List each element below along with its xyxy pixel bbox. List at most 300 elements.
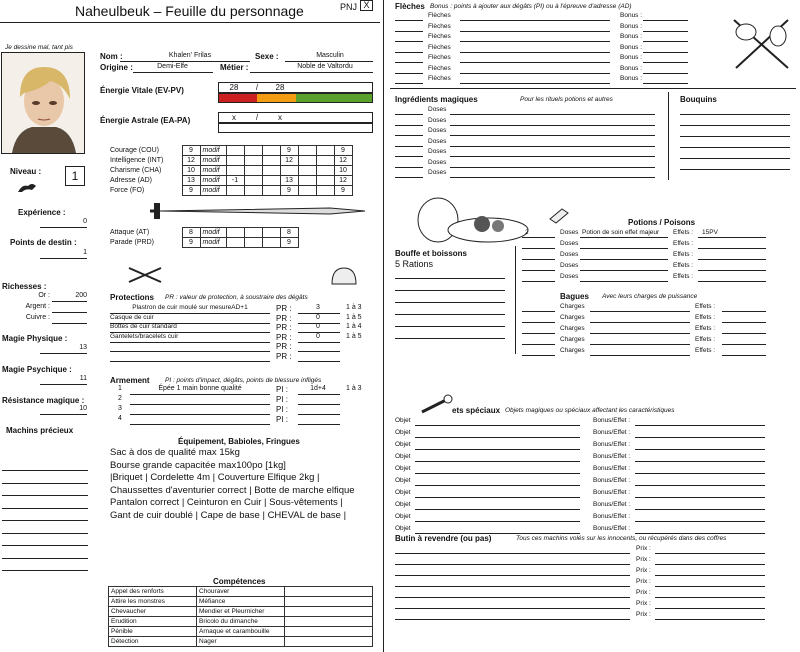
rule-line: [643, 41, 688, 42]
fleches-title: Flèches: [395, 2, 425, 11]
rule-line: [2, 470, 88, 471]
rule-line: [522, 322, 555, 323]
stat-col[interactable]: -1: [226, 176, 244, 186]
rule-line: [698, 259, 766, 260]
rule-line: [130, 394, 270, 395]
rule-line: [655, 575, 765, 576]
potion-effets-label: Effets :: [673, 240, 694, 247]
potion-doses-label: Doses: [560, 262, 579, 269]
pi-value[interactable]: 1d+4: [310, 385, 326, 392]
pnj-checkbox[interactable]: X: [360, 0, 373, 11]
rule-line: [395, 326, 505, 327]
machins-label: Machins précieux: [6, 426, 74, 435]
combat-table: [110, 227, 299, 248]
competence-name: Pénible: [109, 627, 197, 637]
stat-base[interactable]: 10: [182, 166, 200, 176]
armement-note: PI : points d'impact, dégâts, points de blessure infligés: [165, 377, 322, 384]
rule-line: [2, 495, 88, 496]
experience-label: Expérience :: [18, 208, 66, 217]
ea-label: Énergie Astrale (EA-PA): [100, 116, 191, 125]
protection-name[interactable]: Bottes de cuir standard: [110, 323, 177, 330]
rule-line: [643, 83, 688, 84]
objet-label: Objet: [395, 441, 411, 448]
bouffe-value[interactable]: 5 Rations: [395, 259, 434, 269]
rule-line: [680, 114, 790, 115]
experience-value[interactable]: 0: [83, 218, 87, 225]
objet-bonus-label: Bonus/Effet :: [593, 429, 631, 436]
rule-line: [395, 31, 423, 32]
rule-line: [635, 461, 765, 462]
ev-label: Énergie Vitale (EV-PV): [100, 86, 184, 95]
rule-line: [722, 344, 766, 345]
rule-line: [415, 449, 580, 450]
or-value[interactable]: 200: [75, 292, 87, 299]
rule-line: [722, 311, 766, 312]
rule-line: [298, 414, 340, 415]
bague-effets-label: Effets :: [695, 347, 716, 354]
rule-line: [722, 355, 766, 356]
rule-line: [635, 449, 765, 450]
prix-label: Prix :: [636, 545, 651, 552]
pr-value[interactable]: 3: [316, 304, 320, 311]
rule-line: [635, 533, 765, 534]
rule-line: [590, 311, 690, 312]
potion-effets[interactable]: 15PV: [702, 229, 718, 236]
objet-label: Objet: [395, 477, 411, 484]
competence-row: [109, 627, 373, 637]
stat-col[interactable]: [298, 146, 316, 156]
stat-modif[interactable]: modif: [200, 176, 226, 186]
stat-label: Courage (COU): [110, 147, 160, 154]
fleche-label: Flèches: [428, 75, 451, 82]
pr-label: PR :: [276, 351, 292, 361]
objet-bonus-label: Bonus/Effet :: [593, 477, 631, 484]
ingredients-note: Pour les rituels potions et autres: [520, 96, 613, 103]
ev-bar-green: [296, 94, 373, 102]
objet-label: Objet: [395, 453, 411, 460]
bagues-title: Bagues: [560, 292, 589, 301]
stat-col[interactable]: [316, 176, 334, 186]
stat-col[interactable]: [262, 146, 280, 156]
combat-base[interactable]: 9: [182, 238, 200, 248]
rule-line: [298, 394, 340, 395]
combat-col[interactable]: 9: [280, 238, 298, 248]
stat-col[interactable]: 12: [280, 156, 298, 166]
pr-range: 1 à 3: [346, 304, 362, 311]
potions-title: Potions / Poisons: [628, 218, 696, 227]
magie-psychique-value[interactable]: 11: [79, 375, 87, 382]
objets-note: Objets magiques ou spéciaux affectant les caractéristiques: [505, 407, 675, 414]
origine-value[interactable]: Demi-Elfe: [157, 63, 188, 70]
stat-row: [110, 166, 352, 176]
butin-title: Butin à revendre (ou pas): [395, 534, 492, 543]
rule-line: [655, 553, 765, 554]
competence-name: [285, 637, 373, 647]
stat-col[interactable]: [226, 186, 244, 196]
pi-range: 1 à 3: [346, 385, 362, 392]
rule-line: [590, 322, 690, 323]
rule-line: [698, 270, 766, 271]
rule-line: [655, 586, 765, 587]
stat-total[interactable]: 12: [334, 156, 352, 166]
protection-name[interactable]: Casque de cuir: [110, 313, 154, 321]
combat-col[interactable]: [244, 238, 262, 248]
stat-col[interactable]: [226, 156, 244, 166]
stat-col[interactable]: [244, 176, 262, 186]
protections-note: PR : valeur de protection, à soustraire des dégâts: [165, 294, 308, 301]
rule-line: [450, 177, 655, 178]
potion-doses-label: Doses: [560, 240, 579, 247]
rule-line: [635, 425, 765, 426]
objet-bonus-label: Bonus/Effet :: [593, 441, 631, 448]
rule-line: [680, 125, 790, 126]
rule-line: [655, 597, 765, 598]
sword-icon: [150, 200, 370, 222]
stats-table: [110, 145, 353, 196]
rule-line: [522, 344, 555, 345]
competence-name: [285, 607, 373, 617]
prix-label: Prix :: [636, 589, 651, 596]
weapon-name[interactable]: Épée 1 main bonne qualité: [158, 385, 242, 392]
stat-modif[interactable]: modif: [200, 186, 226, 196]
rule-line: [590, 344, 690, 345]
stat-col[interactable]: [298, 176, 316, 186]
fleche-label: Flèches: [428, 22, 451, 30]
pr-value[interactable]: 0: [316, 332, 320, 340]
protections-title: Protections: [110, 293, 155, 302]
rule-line: [460, 83, 610, 84]
fleche-label: Flèches: [428, 64, 451, 72]
stat-col[interactable]: [316, 156, 334, 166]
stat-base[interactable]: 12: [182, 156, 200, 166]
stat-modif[interactable]: modif: [200, 166, 226, 176]
objet-label: Objet: [395, 501, 411, 508]
stat-col[interactable]: 13: [280, 176, 298, 186]
stat-col[interactable]: [262, 186, 280, 196]
stat-col[interactable]: [244, 146, 262, 156]
pr-range: 1 à 4: [346, 323, 362, 330]
rule-line: [643, 20, 688, 21]
rule-line: [580, 270, 668, 271]
header-rule: [0, 22, 380, 23]
potion-count[interactable]: 2: [525, 229, 529, 236]
ev-current: 28: [229, 83, 239, 92]
stat-col[interactable]: 9: [280, 146, 298, 156]
rule-line: [580, 281, 668, 282]
competence-name: Méfiance: [197, 597, 285, 607]
prix-label: Prix :: [636, 600, 651, 607]
stat-col[interactable]: [280, 166, 298, 176]
origine-label: Origine :: [100, 63, 133, 72]
equipement-line[interactable]: Gant de cuir doublé | Cape de base | CHEVAL de base |: [110, 509, 347, 521]
stat-modif[interactable]: modif: [200, 156, 226, 166]
stat-col[interactable]: [244, 186, 262, 196]
nom-value[interactable]: Khalen' Frilas: [168, 52, 212, 59]
rule-line: [395, 608, 630, 609]
equipement-line[interactable]: Chaussettes d'aventurier correct | Botte de marche elfique: [110, 484, 355, 496]
bonus-label: Bonus :: [620, 33, 643, 40]
weapon-num: 2: [118, 395, 122, 402]
stat-col[interactable]: [262, 176, 280, 186]
dose-label: Doses: [428, 148, 447, 155]
stat-base[interactable]: 13: [182, 176, 200, 186]
rule-line: [460, 73, 610, 74]
dose-label: Doses: [428, 116, 447, 124]
rule-line: [580, 248, 668, 249]
rule-line: [415, 485, 580, 486]
pi-label: PI :: [276, 395, 289, 404]
rule-line: [395, 20, 423, 21]
rule-line: [580, 237, 668, 238]
stat-col[interactable]: [244, 156, 262, 166]
or-label: Or :: [38, 292, 50, 299]
fleche-label: Flèches: [428, 43, 451, 51]
competence-name: Chevaucher: [109, 607, 197, 617]
stat-label: Intelligence (INT): [110, 157, 164, 164]
combat-row: [110, 228, 298, 238]
rule-line: [680, 158, 790, 159]
rule-line: [395, 62, 423, 63]
rule-line: [450, 167, 655, 168]
combat-col[interactable]: [262, 238, 280, 248]
competence-name: Détection: [109, 637, 197, 647]
rule-line: [635, 521, 765, 522]
fleche-label: Flèches: [428, 33, 451, 40]
crossed-weapons-icon: [728, 14, 798, 74]
bague-charges-label: Charges: [560, 325, 585, 332]
crossed-daggers-icon: [125, 264, 165, 286]
prix-label: Prix :: [636, 578, 651, 585]
magie-psychique-label: Magie Psychique :: [2, 365, 72, 374]
ea-bar: [218, 123, 373, 133]
protection-name[interactable]: Plastron de cuir moulé sur mesureAD+1: [132, 304, 248, 311]
combat-col[interactable]: [262, 228, 280, 238]
potion-doses-label: Doses: [560, 273, 579, 280]
rule-line: [2, 558, 88, 559]
potion-doses-label: Doses: [560, 251, 579, 258]
rule-line: [395, 290, 505, 291]
objet-bonus-label: Bonus/Effet :: [593, 513, 631, 520]
combat-col[interactable]: [226, 228, 244, 238]
ea-sep: /: [255, 113, 259, 122]
combat-col[interactable]: [244, 228, 262, 238]
bonus-label: Bonus :: [620, 64, 643, 72]
rule-line: [415, 461, 580, 462]
rule-line: [415, 509, 580, 510]
rule-line: [415, 473, 580, 474]
pr-label: PR :: [276, 332, 292, 342]
rule-line: [395, 167, 423, 168]
fleche-label: Flèches: [428, 12, 451, 19]
rule-line: [522, 311, 555, 312]
rule-line: [415, 437, 580, 438]
stat-col[interactable]: [316, 166, 334, 176]
bague-effets-label: Effets :: [695, 303, 716, 310]
ingredients-title: Ingrédients magiques: [395, 95, 478, 104]
stat-label: Charisme (CHA): [110, 167, 162, 174]
equipement-line[interactable]: |Briquet | Cordelette 4m | Couverture Elfique 2kg |: [110, 472, 320, 483]
rule-line: [460, 41, 610, 42]
rule-line: [643, 62, 688, 63]
dose-label: Doses: [428, 127, 447, 134]
stat-col[interactable]: [262, 166, 280, 176]
equipement-title: Équipement, Babioles, Fringues: [178, 437, 300, 446]
stat-col[interactable]: [226, 146, 244, 156]
rule-line: [395, 125, 423, 126]
ev-bar: [218, 93, 373, 103]
rule-line: [460, 20, 610, 21]
magie-physique-value[interactable]: 13: [79, 344, 87, 351]
stat-col[interactable]: [316, 186, 334, 196]
destin-value[interactable]: 1: [83, 249, 87, 256]
argent-label: Argent :: [25, 303, 50, 310]
potion-name[interactable]: Potion de soin effet majeur: [582, 229, 660, 236]
character-portrait: [1, 52, 85, 154]
equipement-line[interactable]: Bourse grande capacitée max100po [1kg]: [110, 459, 286, 471]
rule-line: [655, 564, 765, 565]
sexe-label: Sexe :: [255, 52, 279, 61]
rule-line: [522, 248, 555, 249]
dose-label: Doses: [428, 169, 447, 176]
resistance-value[interactable]: 10: [79, 405, 87, 412]
pr-value[interactable]: 0: [316, 313, 320, 321]
bonus-label: Bonus :: [620, 54, 643, 61]
objet-bonus-label: Bonus/Effet :: [593, 453, 631, 460]
stat-modif[interactable]: modif: [200, 146, 226, 156]
niveau-value[interactable]: 1: [65, 166, 85, 186]
stat-col[interactable]: [298, 166, 316, 176]
competence-name: [285, 627, 373, 637]
rule-line: [395, 278, 505, 279]
objet-label: Objet: [395, 429, 411, 436]
stat-total[interactable]: 12: [334, 176, 352, 186]
ev-max: 28: [275, 83, 285, 92]
nom-label: Nom :: [100, 52, 123, 61]
stat-col[interactable]: [262, 156, 280, 166]
rule-line: [130, 424, 270, 425]
rule-line: [395, 135, 423, 136]
rule-line: [460, 31, 610, 32]
rule-line: [680, 169, 790, 170]
rule-line: [635, 473, 765, 474]
metier-value[interactable]: Noble de Valtordu: [297, 63, 353, 70]
rule-line: [395, 73, 423, 74]
rule-line: [395, 338, 505, 339]
rule-line: [395, 302, 505, 303]
rule-line: [680, 147, 790, 148]
ea-current: x: [232, 113, 236, 122]
sexe-value[interactable]: Masculin: [316, 52, 344, 59]
stat-col[interactable]: [316, 146, 334, 156]
rule-line: [395, 314, 505, 315]
rule-line: [298, 351, 340, 352]
combat-col[interactable]: 8: [280, 228, 298, 238]
rule-line: [395, 146, 423, 147]
rule-line: [460, 62, 610, 63]
potion-effets-label: Effets :: [673, 262, 694, 269]
rule-line: [395, 597, 630, 598]
rule-line: [698, 248, 766, 249]
rule-line: [130, 414, 270, 415]
rule-line: [110, 351, 270, 352]
competence-name: [285, 587, 373, 597]
competence-name: Arnaque et carambouille: [197, 627, 285, 637]
combat-modif: modif: [200, 238, 226, 248]
rule-line: [298, 342, 340, 343]
stat-total[interactable]: 9: [334, 146, 352, 156]
rule-line: [522, 333, 555, 334]
stat-row: [110, 176, 352, 186]
bagues-note: Avec leurs charges de puissance: [602, 293, 698, 300]
bague-charges-label: Charges: [560, 303, 585, 310]
rule-line: [590, 333, 690, 334]
combat-label: Parade (PRD): [110, 239, 154, 246]
competence-name: [285, 597, 373, 607]
objet-label: Objet: [395, 525, 411, 532]
rule-line: [415, 425, 580, 426]
bonus-label: Bonus :: [620, 43, 643, 51]
objet-label: Objet: [395, 417, 411, 424]
objet-bonus-label: Bonus/Effet :: [593, 525, 631, 532]
protection-name[interactable]: Gantelets/bracelets cuir: [110, 332, 179, 340]
combat-base[interactable]: 8: [182, 228, 200, 238]
stat-col[interactable]: [226, 166, 244, 176]
rule-line: [298, 424, 340, 425]
pr-value[interactable]: 0: [316, 323, 320, 330]
rule-line: [415, 497, 580, 498]
equipement-line[interactable]: Pantalon correct | Ceinturon en Cuir | Sous-vêtements |: [110, 497, 343, 508]
cuivre-label: Cuivre :: [25, 314, 50, 321]
bouquins-title: Bouquins: [680, 95, 717, 104]
weapon-num: 1: [118, 385, 122, 392]
stat-base[interactable]: 9: [182, 146, 200, 156]
rule-line: [590, 355, 690, 356]
stat-total[interactable]: 9: [334, 186, 352, 196]
stat-row: [110, 146, 352, 156]
rule-line: [395, 114, 423, 115]
rule-line: [698, 281, 766, 282]
bague-charges-label: Charges: [560, 314, 585, 321]
food-platter-icon: [412, 190, 532, 246]
stat-col[interactable]: [298, 156, 316, 166]
dose-label: Doses: [428, 137, 447, 145]
competence-name: Nager: [197, 637, 285, 647]
rule-line: [395, 553, 630, 554]
objet-label: Objet: [395, 513, 411, 520]
rule-line: [298, 361, 340, 362]
dose-label: Doses: [428, 106, 447, 113]
rule-line: [110, 361, 270, 362]
objet-label: Objet: [395, 465, 411, 472]
rule-line: [522, 281, 555, 282]
combat-col[interactable]: [226, 238, 244, 248]
prix-label: Prix :: [636, 567, 651, 574]
bouffe-title: Bouffe et boissons: [395, 249, 468, 258]
rule-line: [450, 135, 655, 136]
pnj-label: PNJ: [340, 2, 358, 12]
stat-total[interactable]: 10: [334, 166, 352, 176]
bague-effets-label: Effets :: [695, 325, 716, 332]
equipement-line[interactable]: Sac à dos de qualité max 15kg: [110, 447, 240, 458]
rule-line: [395, 52, 423, 53]
stat-base[interactable]: 9: [182, 186, 200, 196]
competence-name: Bricolo du dimanche: [197, 617, 285, 627]
stat-col[interactable]: [244, 166, 262, 176]
stat-col[interactable]: [298, 186, 316, 196]
stat-label: Adresse (AD): [110, 177, 153, 184]
stat-col[interactable]: 9: [280, 186, 298, 196]
richesses-label: Richesses :: [2, 282, 47, 291]
